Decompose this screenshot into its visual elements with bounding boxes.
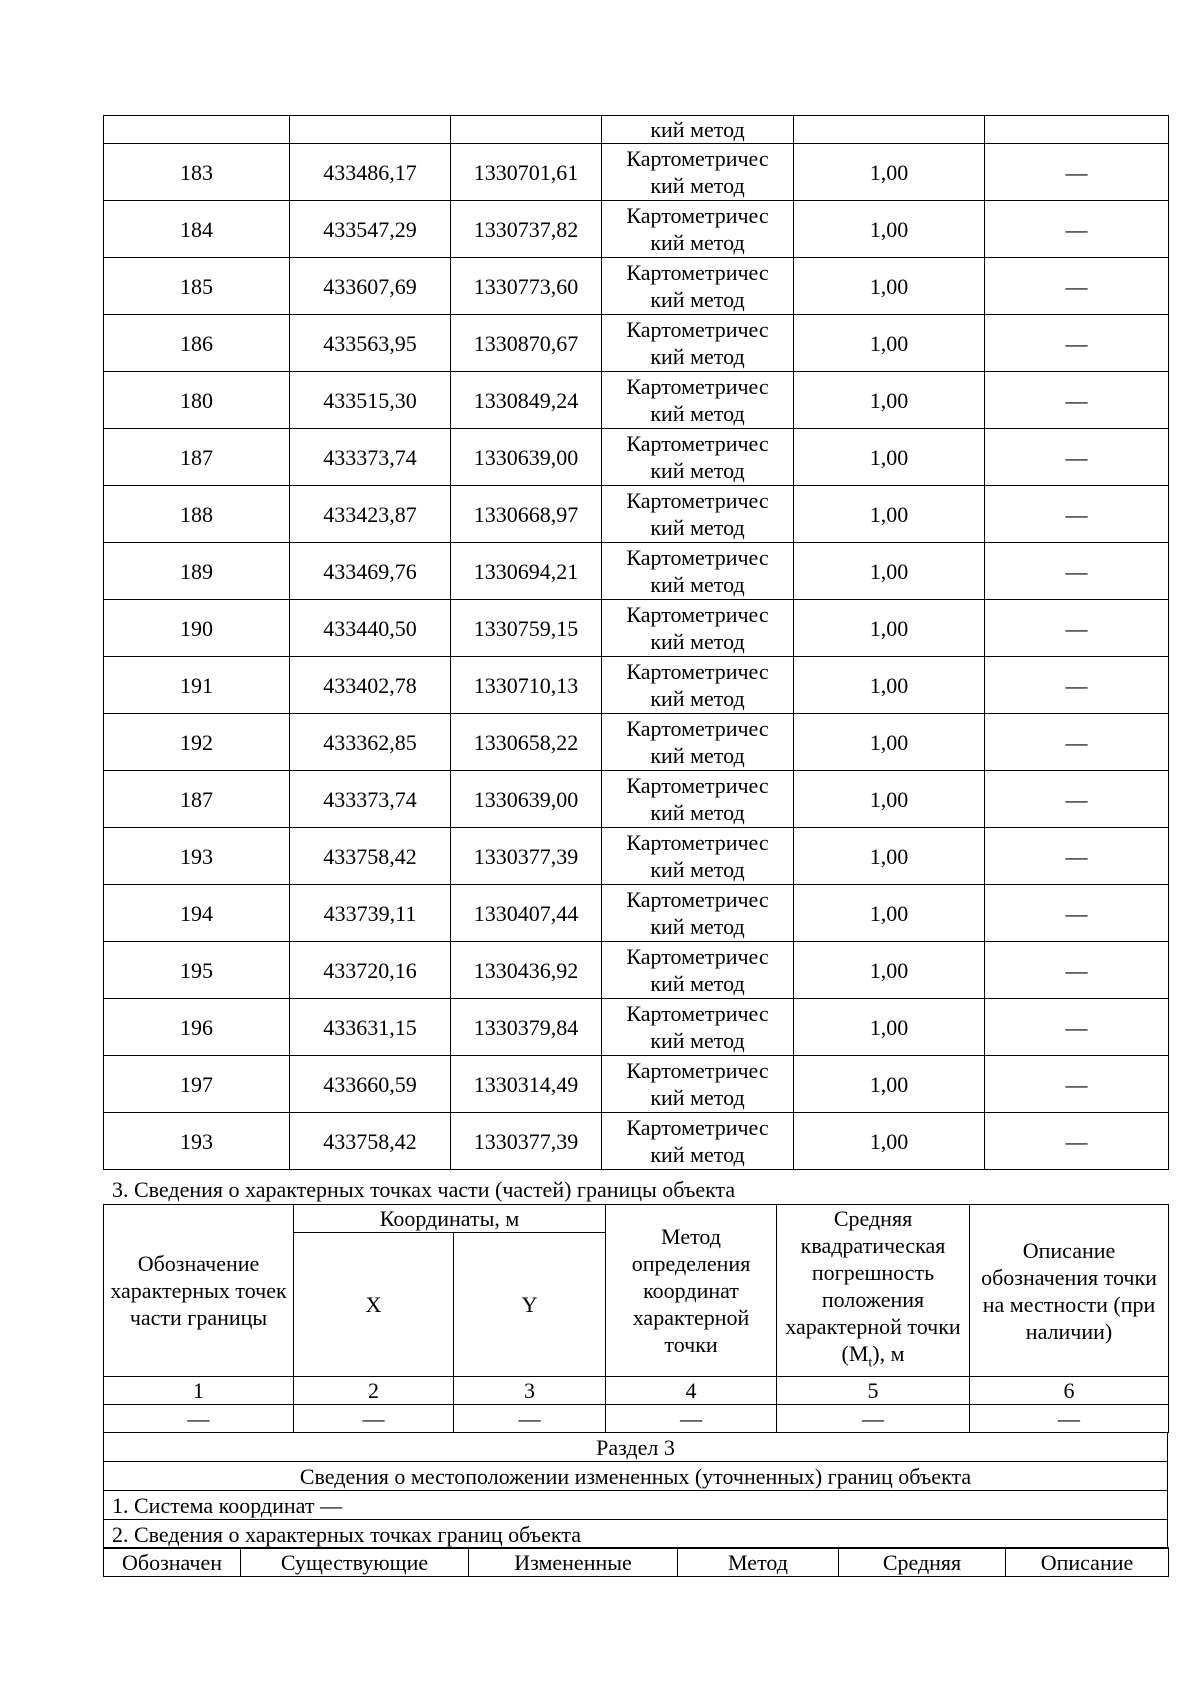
coord-system-line: 1. Система координат — (104, 1491, 1168, 1520)
y-coordinate: 1330849,24 (451, 372, 602, 429)
x-coordinate: 433631,15 (290, 999, 451, 1056)
x-coordinate: 433720,16 (290, 942, 451, 999)
accuracy-cell: 1,00 (794, 1113, 985, 1170)
point-number: 185 (104, 258, 290, 315)
y-coordinate: 1330377,39 (451, 828, 602, 885)
y-coordinate: 1330668,97 (451, 486, 602, 543)
x-coordinate: 433362,85 (290, 714, 451, 771)
description-cell: — (985, 828, 1169, 885)
x-coordinate: 433469,76 (290, 543, 451, 600)
y-coordinate: 1330314,49 (451, 1056, 602, 1113)
point-number: 195 (104, 942, 290, 999)
table-row (104, 315, 1169, 372)
point-number: 188 (104, 486, 290, 543)
point-number: 187 (104, 771, 290, 828)
y-coordinate: 1330870,67 (451, 315, 602, 372)
accuracy-cell: 1,00 (794, 657, 985, 714)
accuracy-cell: 1,00 (794, 828, 985, 885)
x-header: X (294, 1233, 454, 1377)
y-coordinate: 1330639,00 (451, 771, 602, 828)
method-cell: Картометричес кий метод (602, 657, 794, 714)
x-coordinate: 433758,42 (290, 1113, 451, 1170)
accuracy-cell: 1,00 (794, 543, 985, 600)
method-cell: Картометричес кий метод (602, 828, 794, 885)
accuracy-cell: 1,00 (794, 486, 985, 543)
table-row: 1 2 3 4 5 6 (104, 1377, 1169, 1405)
col-designation-header: Обозначение характерных точек части границы (104, 1205, 294, 1377)
point-number: 193 (104, 828, 290, 885)
accuracy-cell: 1,00 (794, 1056, 985, 1113)
y-coordinate: 1330737,82 (451, 201, 602, 258)
table-row (104, 771, 1169, 828)
section-heading: 3. Сведения о характерных точках части (частей) границы объекта (112, 1177, 736, 1202)
x-coordinate: 433402,78 (290, 657, 451, 714)
description-cell: — (985, 1113, 1169, 1170)
table-row (104, 201, 1169, 258)
description-cell: — (985, 771, 1169, 828)
method-cell: Картометричес кий метод (602, 258, 794, 315)
razdel-label: Раздел 3 (104, 1433, 1168, 1462)
method-cell: Картометричес кий метод (602, 771, 794, 828)
description-cell: — (985, 144, 1169, 201)
x-coordinate: 433547,29 (290, 201, 451, 258)
table-row (104, 543, 1169, 600)
x-coordinate: 433373,74 (290, 771, 451, 828)
description-cell: — (985, 942, 1169, 999)
x-coordinate: 433607,69 (290, 258, 451, 315)
point-number: 187 (104, 429, 290, 486)
accuracy-cell: 1,00 (794, 885, 985, 942)
table-row (104, 828, 1169, 885)
point-number: 194 (104, 885, 290, 942)
method-cell: Картометричес кий метод (602, 1113, 794, 1170)
method-cell: Картометричес кий метод (602, 486, 794, 543)
method-cell: Картометричес кий метод (602, 543, 794, 600)
part-boundary-table (103, 1204, 1169, 1433)
accuracy-cell: 1,00 (794, 258, 985, 315)
y-coordinate: 1330658,22 (451, 714, 602, 771)
method-cell: Картометричес кий метод (602, 315, 794, 372)
point-number: 184 (104, 201, 290, 258)
y-coordinate: 1330639,00 (451, 429, 602, 486)
accuracy-cell: 1,00 (794, 600, 985, 657)
description-cell: — (985, 486, 1169, 543)
description-cell: — (985, 999, 1169, 1056)
table-row (104, 885, 1169, 942)
table-row (104, 657, 1169, 714)
description-cell: — (985, 714, 1169, 771)
y-coordinate: 1330701,61 (451, 144, 602, 201)
table-row (104, 942, 1169, 999)
point-number: 193 (104, 1113, 290, 1170)
accuracy-cell: 1,00 (794, 315, 985, 372)
table-row (104, 372, 1169, 429)
point-number: 197 (104, 1056, 290, 1113)
y-coordinate: 1330710,13 (451, 657, 602, 714)
x-coordinate: 433440,50 (290, 600, 451, 657)
x-coordinate: 433373,74 (290, 429, 451, 486)
table-row (104, 144, 1169, 201)
y-coordinate: 1330436,92 (451, 942, 602, 999)
table-row (104, 429, 1169, 486)
method-cell: Картометричес кий метод (602, 885, 794, 942)
x-coordinate: 433515,30 (290, 372, 451, 429)
x-coordinate: 433660,59 (290, 1056, 451, 1113)
point-number: 180 (104, 372, 290, 429)
table-row (104, 116, 1169, 144)
accuracy-cell: 1,00 (794, 942, 985, 999)
point-number: 196 (104, 999, 290, 1056)
accuracy-cell: 1,00 (794, 144, 985, 201)
accuracy-cell: 1,00 (794, 429, 985, 486)
x-coordinate: 433423,87 (290, 486, 451, 543)
description-cell: — (985, 885, 1169, 942)
table-row (104, 600, 1169, 657)
method-cell: Картометричес кий метод (602, 714, 794, 771)
method-cell: Картометричес кий метод (602, 942, 794, 999)
accuracy-cell: 1,00 (794, 201, 985, 258)
y-coordinate: 1330759,15 (451, 600, 602, 657)
y-coordinate: 1330694,21 (451, 543, 602, 600)
y-coordinate: 1330773,60 (451, 258, 602, 315)
points-heading-line: 2. Сведения о характерных точках границ объекта (104, 1520, 1168, 1549)
point-number: 190 (104, 600, 290, 657)
description-cell: — (985, 600, 1169, 657)
description-cell: — (985, 1056, 1169, 1113)
description-cell: — (985, 315, 1169, 372)
method-cell: кий метод (602, 116, 794, 144)
description-cell: — (985, 372, 1169, 429)
accuracy-cell: 1,00 (794, 372, 985, 429)
y-coordinate: 1330379,84 (451, 999, 602, 1056)
method-cell: Картометричес кий метод (602, 372, 794, 429)
accuracy-header: Средняя квадратическая погрешность положения характерной точки $(M_t)$, м (777, 1205, 970, 1377)
point-number: 186 (104, 315, 290, 372)
table-row (104, 486, 1169, 543)
point-number: 191 (104, 657, 290, 714)
description-cell: — (985, 201, 1169, 258)
table-row: — — — — — — (104, 1405, 1169, 1433)
x-coordinate: 433563,95 (290, 315, 451, 372)
section-3-table (103, 1432, 1168, 1549)
point-number: 183 (104, 144, 290, 201)
method-cell: Картометричес кий метод (602, 600, 794, 657)
method-cell: Картометричес кий метод (602, 429, 794, 486)
y-header: Y (454, 1233, 606, 1377)
coords-header: Координаты, м (294, 1205, 606, 1233)
table-row (104, 258, 1169, 315)
accuracy-cell: 1,00 (794, 999, 985, 1056)
table-row (104, 1113, 1169, 1170)
description-cell: — (985, 543, 1169, 600)
x-coordinate: 433758,42 (290, 828, 451, 885)
method-cell: Картометричес кий метод (602, 1056, 794, 1113)
description-cell: — (985, 429, 1169, 486)
description-cell: — (985, 657, 1169, 714)
accuracy-cell: 1,00 (794, 771, 985, 828)
table-row (104, 1056, 1169, 1113)
method-cell: Картометричес кий метод (602, 999, 794, 1056)
changed-boundary-header-table: Обозначен Существующие Измененные Метод Средняя Описание (103, 1547, 1169, 1577)
accuracy-cell: 1,00 (794, 714, 985, 771)
y-coordinate: 1330407,44 (451, 885, 602, 942)
razdel-title: Сведения о местоположении измененных (уточненных) границ объекта (104, 1462, 1168, 1491)
method-header: Метод определения координат характерной точки (606, 1205, 777, 1377)
x-coordinate: 433486,17 (290, 144, 451, 201)
table-row (104, 999, 1169, 1056)
point-number: 192 (104, 714, 290, 771)
x-coordinate: 433739,11 (290, 885, 451, 942)
point-number: 189 (104, 543, 290, 600)
description-cell: — (985, 258, 1169, 315)
y-coordinate: 1330377,39 (451, 1113, 602, 1170)
method-cell: Картометричес кий метод (602, 144, 794, 201)
method-cell: Картометричес кий метод (602, 201, 794, 258)
table-row (104, 714, 1169, 771)
description-header: Описание обозначения точки на местности (при наличии) (970, 1205, 1169, 1377)
coordinates-table (103, 115, 1169, 1170)
